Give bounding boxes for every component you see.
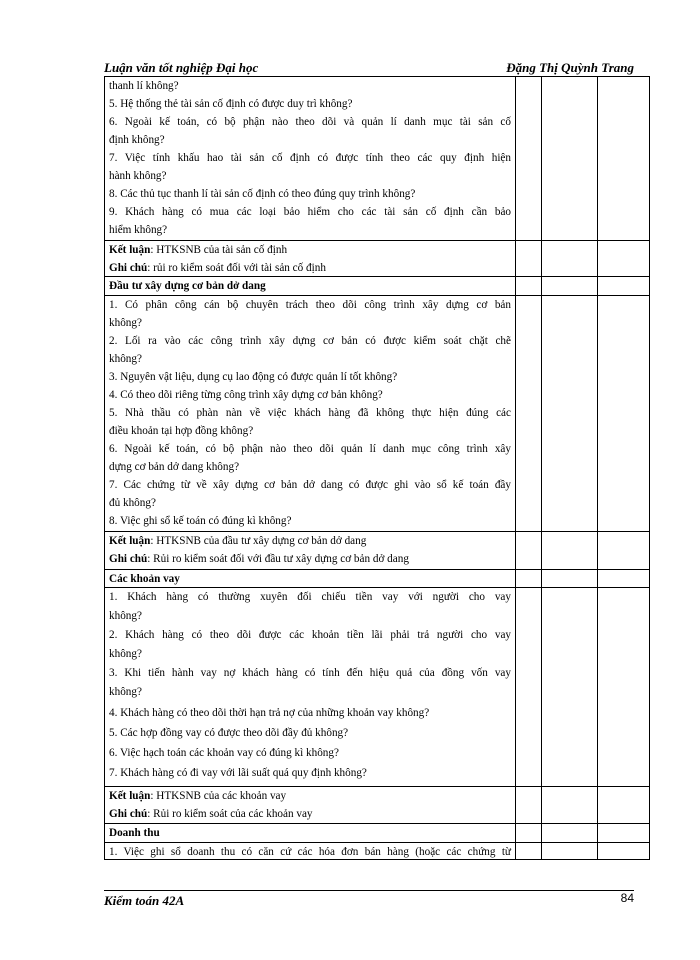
question-line: 2. Lối ra vào các công trình xây dựng cơ bản có được kiểm soát chặt chẽ <box>109 335 511 347</box>
question-line: không? <box>109 686 142 698</box>
note-label: Ghi chú <box>109 553 148 565</box>
question-line: 6. Ngoài kế toán, có bộ phận nào theo dõi quản lí danh mục công trình xây <box>109 443 511 455</box>
question-line: 9. Khách hàng có mua các loại bảo hiểm cho các tài sản cố định cần bảo <box>109 206 511 218</box>
question-line: đủ không? <box>109 497 156 509</box>
conclusion-label: Kết luận <box>109 244 151 256</box>
note-label: Ghi chú <box>109 808 148 820</box>
conclusion-text: : HTKSNB của tài sản cố định <box>150 244 288 256</box>
question-line: 7. Việc tính khấu hao tài sản cố định có được tính theo các quy định hiện <box>109 152 511 164</box>
question-line: thanh lí không? <box>109 80 179 92</box>
note-row <box>105 259 515 277</box>
note-row <box>105 550 515 568</box>
checklist-table <box>104 76 650 860</box>
header-author: Đặng Thị Quỳnh Trang <box>506 60 634 75</box>
question-line: điều khoản tại hợp đồng không? <box>109 425 254 437</box>
question-line: không? <box>109 353 142 365</box>
footer-class: Kiểm toán 42A <box>104 893 185 908</box>
note-text: : rủi ro kiểm soát đối với tài sản cố định <box>147 262 326 274</box>
page-number: 84 <box>620 891 634 905</box>
conclusion-text: : HTKSNB của đầu tư xây dựng cơ bản dở dang <box>150 535 367 547</box>
conclusion-label: Kết luận <box>109 790 151 802</box>
question-line: 4. Khách hàng có theo dõi thời hạn trả nợ của những khoản vay không? <box>109 707 430 719</box>
note-text: : Rủi ro kiểm soát của các khoản vay <box>147 808 313 820</box>
section-heading: Đầu tư xây dựng cơ bản dở dang <box>109 280 266 292</box>
column-divider <box>541 77 542 859</box>
question-line: 2. Khách hàng có theo dõi được các khoản tiền lãi phải trả người cho vay <box>109 629 511 641</box>
column-divider <box>597 77 598 859</box>
question-line: 3. Nguyên vật liệu, dụng cụ lao động có được quản lí tốt không? <box>109 371 398 383</box>
conclusion-label: Kết luận <box>109 535 151 547</box>
question-line: 3. Khi tiến hành vay nợ khách hàng có tính đến hiệu quả của đồng vốn vay <box>109 667 511 679</box>
question-line: 6. Việc hạch toán các khoản vay có đúng kì không? <box>109 747 339 759</box>
question-line: hiểm không? <box>109 224 168 236</box>
page-footer <box>104 890 634 907</box>
conclusion-row <box>105 532 515 550</box>
question-line: 1. Khách hàng có thường xuyên đối chiếu tiền vay với người cho vay <box>109 591 511 603</box>
question-line: 5. Nhà thầu có phàn nàn về việc khách hàng đã không thực hiện đúng các <box>109 407 511 419</box>
question-line: 5. Hệ thống thẻ tài sản cố định có được duy trì không? <box>109 98 353 110</box>
question-line: định không? <box>109 134 165 146</box>
section-heading: Doanh thu <box>109 827 160 839</box>
header-thesis-title: Luận văn tốt nghiệp Đại học <box>104 60 259 75</box>
question-line: 5. Các hợp đồng vay có được theo dõi đầy đủ không? <box>109 727 349 739</box>
conclusion-row <box>105 241 515 259</box>
question-line: 4. Có theo dõi riêng từng công trình xây dựng cơ bản không? <box>109 389 383 401</box>
note-text: : Rủi ro kiểm soát đối với đầu tư xây dựng cơ bản dở dang <box>147 553 409 565</box>
conclusion-text: : HTKSNB của các khoản vay <box>150 790 287 802</box>
question-line: 8. Các thủ tục thanh lí tài sản cố định có theo đúng quy trình không? <box>109 188 416 200</box>
section-heading: Các khoản vay <box>109 573 180 585</box>
note-row <box>105 805 515 823</box>
question-line: 7. Khách hàng có đi vay với lãi suất quá quy định không? <box>109 767 367 779</box>
question-line: không? <box>109 317 142 329</box>
question-line: 1. Việc ghi sổ doanh thu có căn cứ các hóa đơn bán hàng (hoặc các chứng từ <box>109 846 511 858</box>
question-line: 7. Các chứng từ về xây dựng cơ bản dở dang có được ghi vào sổ kế toán đầy <box>109 479 511 491</box>
question-line: 1. Có phân công cán bộ chuyên trách theo dõi công trình xây dựng cơ bản <box>109 299 511 311</box>
question-line: không? <box>109 648 142 660</box>
conclusion-row <box>105 787 515 805</box>
question-line: 6. Ngoài kế toán, có bộ phận nào theo dõi và quản lí danh mục tài sản cố <box>109 116 511 128</box>
column-divider <box>515 77 516 859</box>
page-header <box>104 60 634 77</box>
question-line: 8. Việc ghi sổ kế toán có đúng kì không? <box>109 515 292 527</box>
question-line: hành không? <box>109 170 167 182</box>
note-label: Ghi chú <box>109 262 148 274</box>
question-line: không? <box>109 610 142 622</box>
question-line: dựng cơ bản dở dang không? <box>109 461 240 473</box>
